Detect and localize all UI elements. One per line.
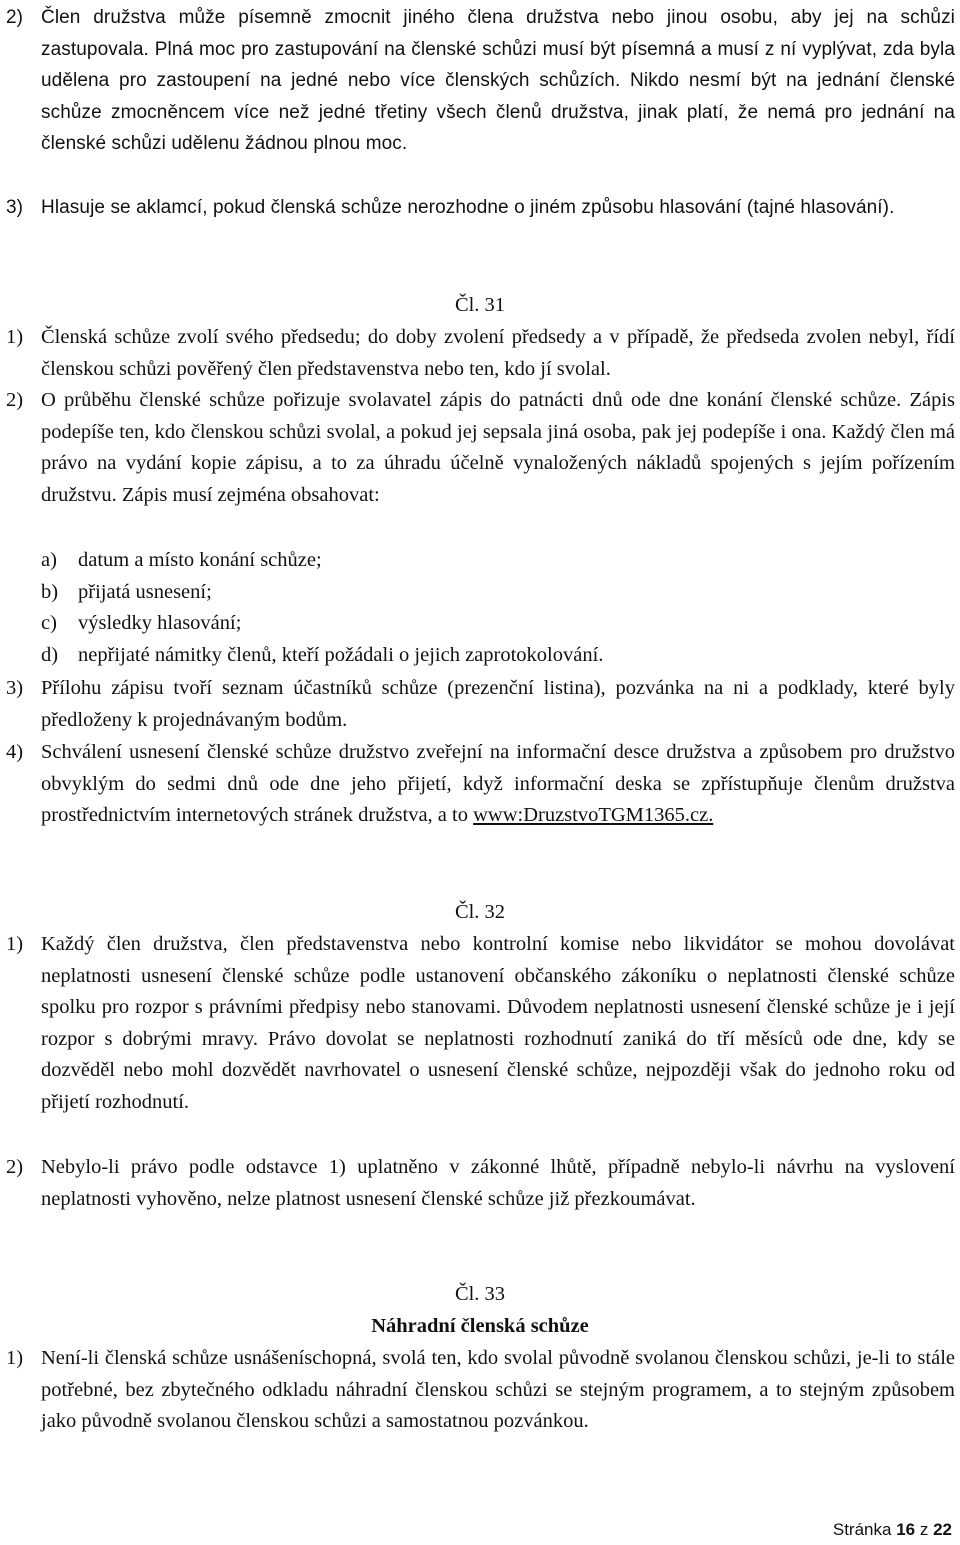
item-number: 2) (6, 1156, 24, 1178)
art33-item-1 (0, 1343, 955, 1438)
list-item (0, 608, 955, 640)
item-letter: b) (41, 580, 59, 603)
item-text: Každý člen družstva, člen představenstva nebo kontrolní komise nebo likvidátor se mohou dovolávat neplatnosti usnesení členské schůze podle ustanovení občanského zákoníku o neplatnosti členské schůze spolku pro rozpor s právními předpisy nebo stanovami. Důvodem neplatnosti usnesení členské schůze je i její rozpor s dobrými mravy. Právo dovolat se neplatnosti rozhodnutí zaniká do tří měsíců ode dne, kdy se dozvěděl nebo mohl dozvědět navrhovatel o usnesení členské schůze, nejpozději však do jednoho roku od přijetí rozhodnutí. (41, 933, 955, 1113)
item-number: 3) (6, 197, 24, 218)
art32-item-1 (0, 929, 955, 1119)
item-letter: c) (41, 612, 57, 635)
item-number: 3) (6, 677, 24, 699)
item-number: 2) (6, 7, 24, 28)
page-footer (833, 1520, 952, 1540)
art33-title: Náhradní členská schůze (371, 1315, 589, 1337)
item-number: 1) (6, 326, 24, 348)
art32-item-2 (0, 1152, 955, 1215)
list-item (0, 577, 955, 609)
art31-sublist (0, 545, 955, 671)
item-number: 1) (6, 1347, 24, 1369)
item-number: 1) (6, 933, 24, 955)
item-text: Přílohu zápisu tvoří seznam účastníků schůze (prezenční listina), pozvánka na ni a podklady, které byly předloženy k projednávaným bodům. (41, 677, 955, 731)
list-item (0, 640, 955, 672)
item-text: Hlasuje se aklamcí, pokud členská schůze nerozhodne o jiném způsobu hlasování (tajné hlasování). (41, 197, 895, 218)
footer-prefix: Stránka (832, 1520, 892, 1539)
art31-item-3 (0, 673, 955, 736)
item-number: 2) (6, 389, 24, 411)
footer-separator: z (919, 1520, 929, 1539)
item-text: Člen družstva může písemně zmocnit jiného člena družstva nebo jinou osobu, aby jej na schůzi zastupovala. Plná moc pro zastupování na členské schůzi musí být písemná a musí z ní vyplývat, zda byla udělena pro zastoupení na jedné nebo více členských schůzích. Nikdo nesmí být na jednání členské schůze zmocněncem více než jedné třetiny všech členů družstva, jinak platí, že nemá pro jednání na členské schůzi udělenu žádnou plnou moc. (41, 7, 955, 155)
art30-item-3 (0, 192, 955, 224)
art31-item-1 (0, 322, 955, 385)
art33-heading: Čl. 33 (454, 1283, 506, 1305)
art31-item-2 (0, 385, 955, 511)
item-text: Nebylo-li právo podle odstavce 1) uplatněno v zákonné lhůtě, případně nebylo-li návrhu na vyslovení neplatnosti vyhověno, nelze platnost usnesení členské schůze již přezkoumávat. (41, 1156, 955, 1210)
art30-item-2 (0, 2, 955, 160)
item-number: 4) (6, 741, 24, 763)
footer-page-total: 22 (933, 1520, 952, 1539)
item-letter: a) (41, 549, 57, 571)
art31-heading: Čl. 31 (454, 294, 506, 316)
item-text: datum a místo konání schůze; (78, 549, 322, 571)
item-text: výsledky hlasování; (78, 612, 242, 635)
item-text: Členská schůze zvolí svého předsedu; do doby zvolení předsedy a v případě, že předseda zvolen nebyl, řídí členskou schůzi pověřený člen představenstva nebo ten, kdo jí svolal. (41, 326, 955, 380)
item-text: Není-li členská schůze usnášeníschopná, svolá ten, kdo svolal původně svolanou členskou schůzi, je-li to stále potřebné, bez zbytečného odkladu náhradní členskou schůzi se stejným programem, a to stejným způsobem jako původně svolanou členskou schůzi a samostatnou pozvánkou. (41, 1347, 955, 1433)
item-letter: d) (41, 643, 59, 666)
item-text: přijatá usnesení; (78, 580, 212, 603)
item-text: O průběhu členské schůze pořizuje svolavatel zápis do patnácti dnů ode dne konání členské schůze. Zápis podepíše ten, kdo členskou schůzi svolal, a pokud jej sepsala jiná osoba, pak jej podepíše i ona. Každý člen má právo na vydání kopie zápisu, a to za úhradu účelně vynaložených nákladů spojených s jejím pořízením družstvu. Zápis musí zejména obsahovat: (41, 389, 955, 506)
art31-item-4 (0, 737, 955, 832)
footer-page-number: 16 (896, 1520, 916, 1539)
list-item (0, 545, 955, 577)
art32-heading: Čl. 32 (454, 901, 506, 923)
website-link[interactable]: www:DruzstvoTGM1365.cz. (473, 804, 714, 827)
item-text: Schválení usnesení členské schůze družstvo zveřejní na informační desce družstva a způsobem pro družstvo obvyklým do sedmi dnů ode dne jeho přijetí, když informační deska se zpřístupňuje členům družstva prostřednictvím internetových stránek družstva, a to (41, 741, 955, 827)
item-text: nepřijaté námitky členů, kteří požádali o jejich zaprotokolování. (78, 643, 604, 666)
